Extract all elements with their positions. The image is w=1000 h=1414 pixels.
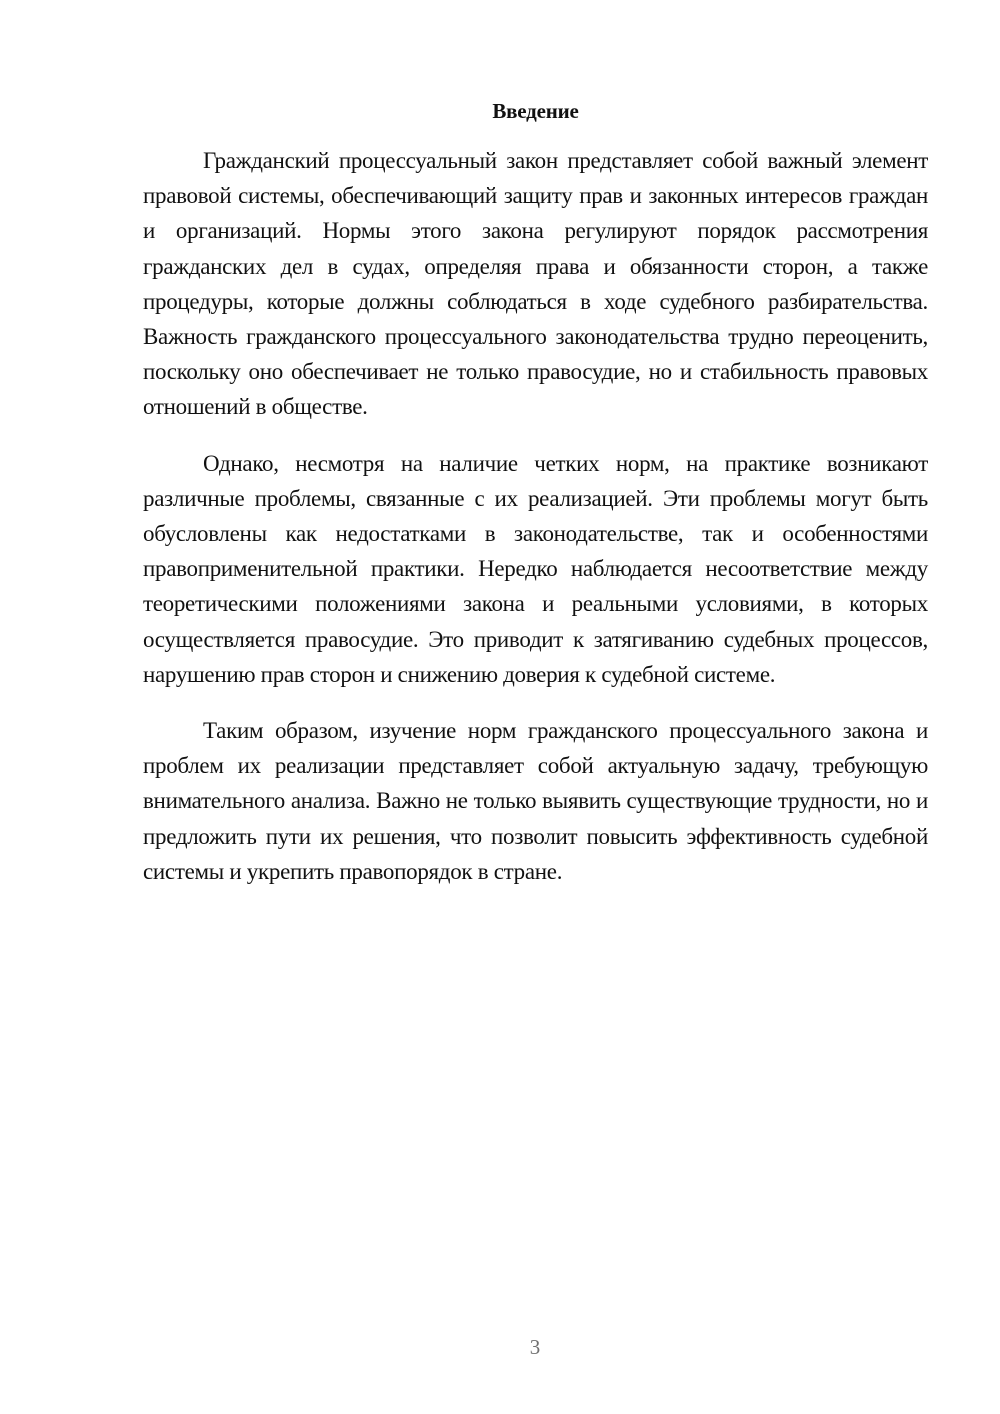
section-title: Введение xyxy=(492,99,579,123)
paragraph-3: Таким образом, изучение норм гражданского процессуального закона и проблем их реализации представляет собой актуальную задачу, требующую внимательного анализа. Важно не только выявить существующие трудности, но и предложить пути их решения, что позволит повысить эффективность судебной системы и укрепить правопорядок в стране. xyxy=(143,718,928,884)
paragraph-2: Однако, несмотря на наличие четких норм, на практике возникают различные проблемы, связанные с их реализацией. Эти проблемы могут быть обусловлены как недостатками в законодательстве, так и особенностями правоприменительной практики. Нередко наблюдается несоответствие между теоретическими положениями закона и реальными условиями, в которых осуществляется правосудие. Это приводит к затягиванию судебных процессов, нарушению прав сторон и снижению доверия к судебной системе. xyxy=(143,450,928,687)
paragraph-1: Гражданский процессуальный закон представляет собой важный элемент правовой системы, обеспечивающий защиту прав и законных интересов граждан и организаций. Нормы этого закона регулируют порядок рассмотрения гражданских дел в судах, определяя права и обязанности сторон, а также процедуры, которые должны соблюдаться в ходе судебного разбирательства. Важность гражданского процессуального законодательства трудно переоценить, поскольку оно обеспечивает не только правосудие, но и стабильность правовых отношений в обществе. xyxy=(143,148,928,420)
page-number: 3 xyxy=(529,1335,541,1359)
page-content xyxy=(143,96,928,889)
